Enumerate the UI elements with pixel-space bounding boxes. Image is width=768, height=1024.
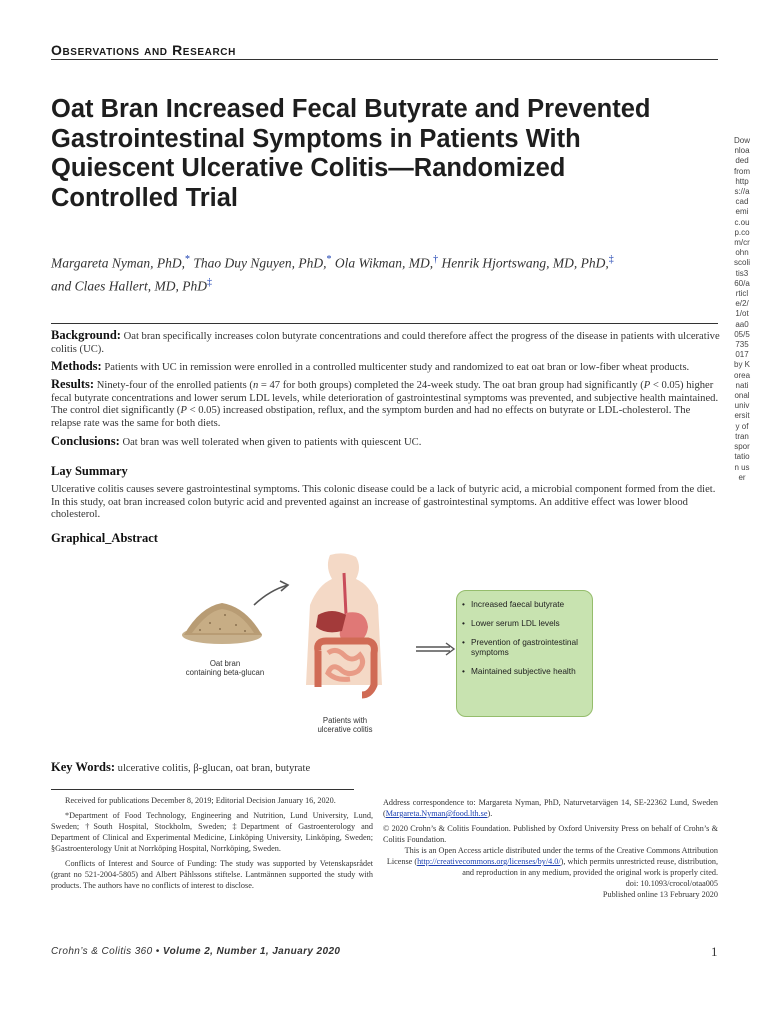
affil-mark-4[interactable]: ‡ [608,254,614,265]
patient-label [300,716,390,734]
author-4: Henrik Hjortswang, MD, PhD, [441,255,609,271]
author-3: Ola Wikman, MD, [334,255,434,271]
keywords-text: ulcerative colitis, β-glucan, oat bran, butyrate [117,763,311,774]
address-text: Address correspondence to: Margareta Nyman, PhD, Naturvetarvägen 14, SE-22362 Lund, Sweden ( [383,798,718,818]
affil-mark-2[interactable]: * [326,254,332,265]
license-text: This is an Open Access article distributed under the terms of the Creative Commons Attribution License ( [386,846,718,866]
author-1: Margareta Nyman, PhD, [51,255,185,271]
arrow-to-outcomes-icon [416,643,454,655]
outcomes-box [456,590,593,717]
article-title: Oat Bran Increased Fecal Butyrate and Prevented Gastrointestinal Symptoms in Patients With Quiescent Ulcerative Colitis—Randomized Controlled Trial [51,95,651,212]
results-p2: P [180,405,187,417]
affiliations-note: *Department of Food Technology, Engineering and Nutrition, Lund University, Lund, Sweden; †South Hospital, Stockholm, Sweden; ‡Department of Gastroenterology and Department of Clinical and Experimental Medicine, Linköping University, Linköping, Sweden; §Gastroenterology Unit at Norrköping Hospital, Norrköping, Sweden. [51,811,373,853]
patient-label-line2: ulcerative colitis [317,725,373,734]
affil-mark-1[interactable]: * [185,254,190,265]
conclusions-label: Conclusions: [51,434,120,448]
outcome-item: • Maintained subjective health [471,666,586,676]
oat-bran-label-line2: containing beta-glucan [185,668,265,677]
background-label: Background: [51,328,121,342]
abstract-methods [51,360,721,375]
results-text-c: < 0.05) higher fecal butyrate concentrations and lower serum LDL levels, while deterioration of gastrointestinal symptoms was prevented, and subjective health maintained. The control diet significantly ( [51,380,719,417]
license-link[interactable]: http://creativecommons.org/licenses/by/4.0/ [417,857,561,866]
journal-name: Crohn’s & Colitis 360 [51,946,153,957]
license-note [383,845,718,878]
results-p1: P [643,380,651,391]
results-text-a: Ninety-four of the enrolled patients ( [96,380,253,391]
footnote-rule [51,789,354,790]
journal-volume: Volume 2, Number 1, January 2020 [162,946,341,957]
abstract-background [51,329,721,356]
author-2: Thao Duy Nguyen, PhD, [193,255,327,271]
page-number: 1 [711,944,718,959]
patient-label-line1: Patients with [322,716,368,725]
download-watermark: Downloaded from https://academic.oup.com/crohnscolitis360/article/2/1/otaa005/5735017 by Korea national university of transportation user [734,136,751,482]
methods-text: Patients with UC in remission were enrolled in a controlled multicenter study and randomized to eat oat bran or low-fiber wheat products. [104,362,690,373]
authors [51,250,721,295]
section-rule [51,59,718,60]
outcome-item: • Increased faecal butyrate [471,599,586,609]
background-text: Oat bran specifically increases colon butyrate concentrations and could therefore affect the progress of the disease in patients with ulcerative colitis (UC). [51,331,720,355]
lay-summary-text: Ulcerative colitis causes severe gastrointestinal symptoms. This colonic disease could be a lack of butyric acid, a microbial component formed from the diet. In this study, oat bran increased colon butyric acid and prevented against an increase of gastrointestinal symptoms. An additive effect was lower blood cholesterol. [51,484,716,521]
address-end: ). [487,809,493,818]
published-note: Published online 13 February 2020 [602,890,718,899]
arrow-oat-to-patient-icon [254,581,288,605]
affil-mark-5[interactable]: ‡ [207,276,212,288]
outcome-item: • Lower serum LDL levels [471,618,586,628]
patient-body-icon [306,553,382,695]
footnotes-left [51,795,373,891]
section-title: Observations and Research [51,42,236,58]
copyright-note: © 2020 Crohn’s & Colitis Foundation. Published by Oxford University Press on behalf of Crohn’s & Colitis Foundation. [383,824,718,844]
conflicts-note: Conflicts of Interest and Source of Funding: The study was supported by Vetenskapsrådet (grant no 521-2004-5805) and Albert Påhlssons stiftelse. Lantmännen supported the study with products. The authors have no conflicts of interest to disclose. [51,859,373,890]
graphical-abstract-heading: Graphical_Abstract [51,531,158,545]
doi-note: doi: 10.1093/crocol/otaa005 [625,879,718,888]
methods-label: Methods: [51,359,102,373]
license-end: ), which permits unrestricted reuse, distribution, and reproduction in any medium, provided the original work is properly cited. [462,857,718,877]
conclusions-text: Oat bran was well tolerated when given to patients with quiescent UC. [122,437,422,448]
affil-mark-3[interactable]: † [433,254,439,265]
oat-bran-label-line1: Oat bran [209,659,241,668]
graphical-abstract-figure [170,545,460,745]
outcome-item: • Prevention of gastrointestinal symptoms [471,637,586,657]
footnotes-right [383,797,718,900]
journal-footer [51,946,340,957]
lay-summary-heading: Lay Summary [51,464,128,478]
oat-bran-label [170,659,280,677]
results-text-b: = 47 for both groups) completed the 24-week study. The oat bran group had significantly ( [258,380,644,391]
oat-bran-pile-icon [182,603,262,644]
received-note: Received for publications December 8, 2019; Editorial Decision January 16, 2020. [65,796,336,805]
outcomes-list [457,591,592,676]
abstract-rule [51,323,718,324]
address-note [383,797,718,819]
keywords-label: Key Words: [51,760,116,774]
abstract-conclusions [51,435,721,450]
email-link[interactable]: Margareta.Nyman@food.lth.se [385,809,488,818]
author-5: and Claes Hallert, MD, PhD [51,278,207,293]
results-n: n [252,380,259,391]
abstract-results [51,378,721,430]
results-label: Results: [51,377,95,391]
keywords [51,760,310,775]
footer-bullet: • [155,946,163,957]
results-text-d: < 0.05) increased obstipation, reflux, and the symptom burden and had no effects on butyrate or LDL-cholesterol. The relapse rate was the same for both diets. [51,405,691,429]
